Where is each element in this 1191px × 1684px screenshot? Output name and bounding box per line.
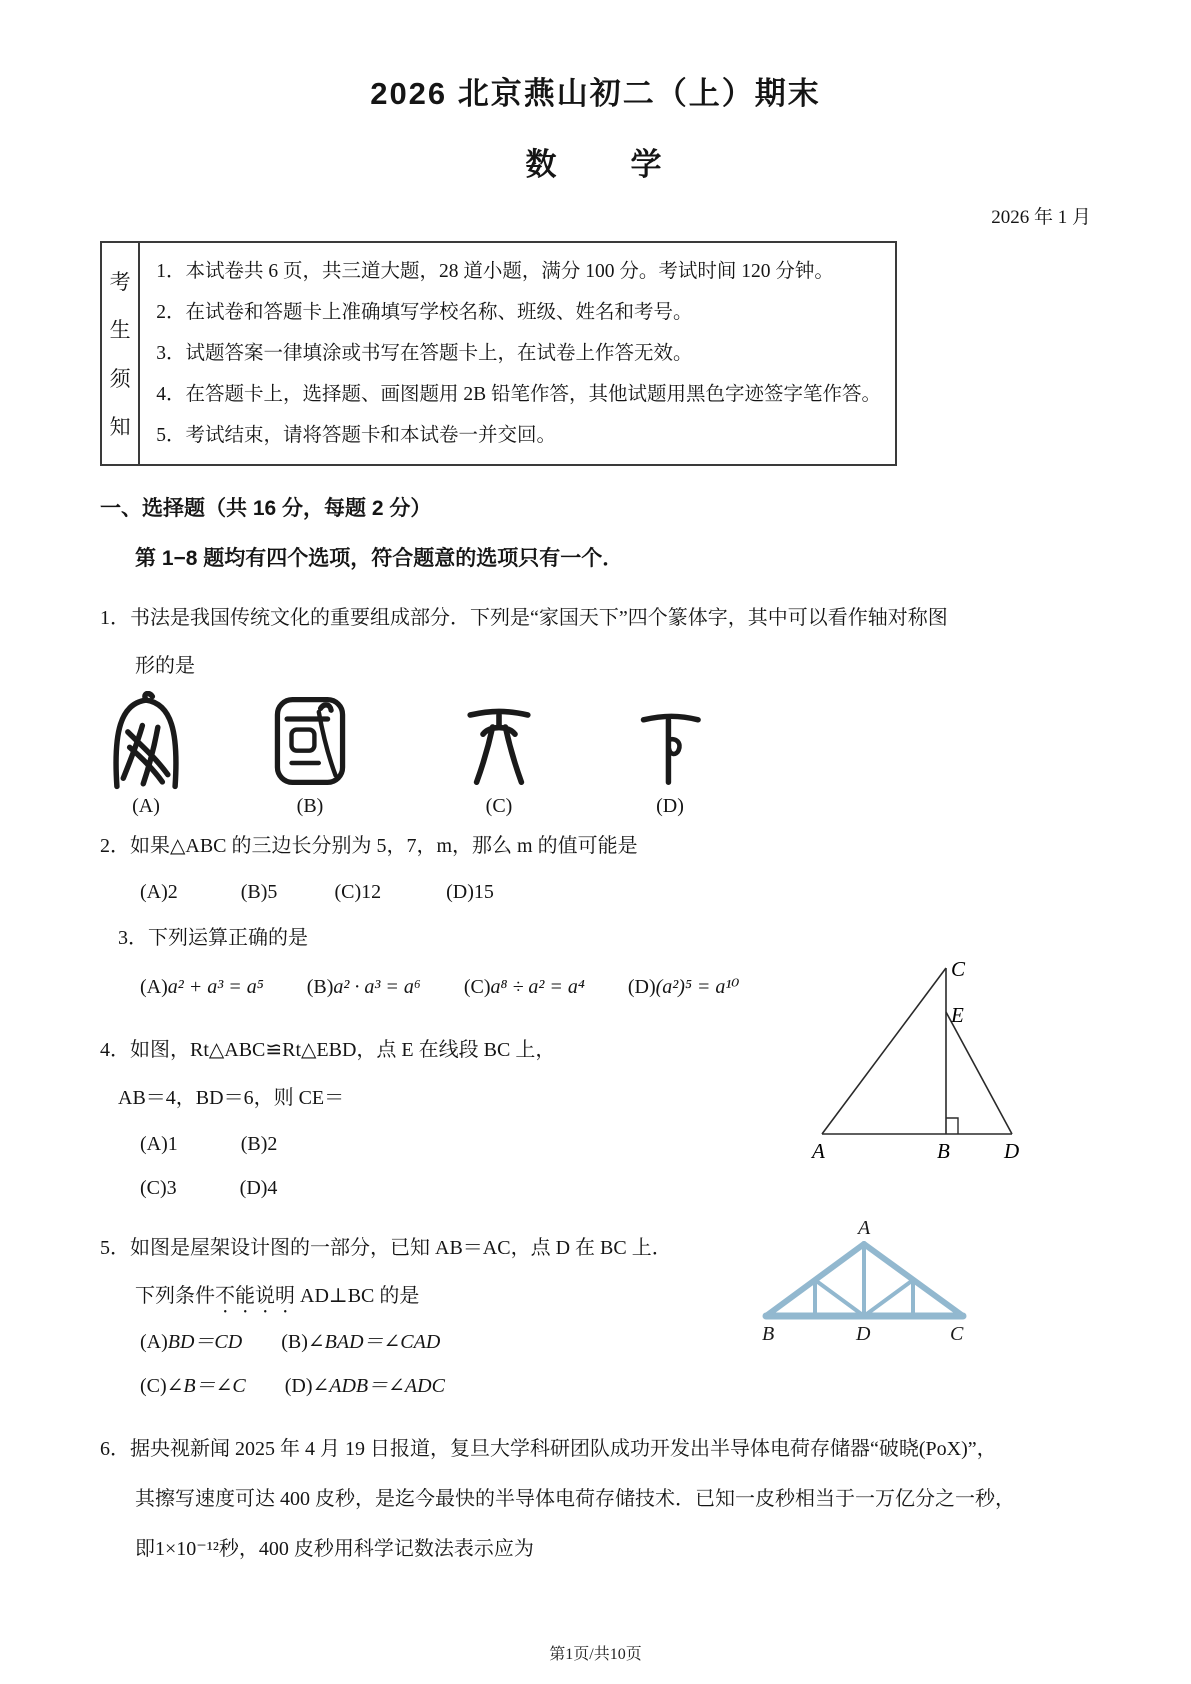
truss-label-b: B [762,1323,775,1345]
question-4-options-row2 [100,1166,1091,1210]
question-4-text-line1: 4．如图，Rt△ABC≌Rt△EBD，点 E 在线段 BC 上， [100,1039,556,1061]
notice-body [140,243,895,464]
q3-option-b-math: a² · a³ = a⁶ [333,976,421,998]
q5-option-c-math: ∠B＝∠C [166,1375,246,1397]
q3-option-a [140,962,264,1012]
question-2 [100,822,1091,914]
exam-date: 2026 年 1 月 [991,207,1091,228]
notice-item: 2．在试卷和答题卡上准确填写学校名称、班级、姓名和考号。 [156,302,693,323]
option-label-b: (B) [296,795,324,817]
question-6-text-line1: 6．据央视新闻 2025 年 4 月 19 日报道，复旦大学科研团队成功开发出半导体电荷存储器“破晓(PoX)”， [100,1438,997,1460]
notice-item: 3．试题答案一律填涂或书写在答题卡上，在试卷上作答无效。 [156,343,693,364]
page-title: 2026 北京燕山初二（上）期末 [370,76,821,111]
q5-option-c [140,1364,246,1408]
notice-item: 4．在答题卡上，选择题、画图题用 2B 铅笔作答，其他试题用黑色字迹签字笔作答。 [156,384,881,405]
q3-option-d-label: (D) [627,976,656,998]
question-5-text-line1: 5．如图是屋架设计图的一部分，已知 AB＝AC，点 D 在 BC 上． [100,1237,672,1259]
notice-item: 5．考试结束，请将答题卡和本试卷一并交回。 [156,425,556,446]
q5-option-d-math: ∠ADB＝∠ADC [312,1375,445,1397]
seal-glyph-xia-icon [631,697,709,791]
option-label-c: (C) [485,795,513,817]
q5-option-b [281,1320,440,1364]
q5-option-c-label: (C) [140,1375,167,1397]
question-1-text-line1: 1．书法是我国传统文化的重要组成部分．下列是“家国天下”四个篆体字，其中可以看作轴对称图 [100,607,948,629]
notice-side-char: 考 [109,270,131,295]
question-4-text-line2: AB＝4，BD＝6，则 CE＝ [118,1087,345,1109]
notice-side-char: 知 [109,414,131,439]
q4-option-c: (C)3 [140,1177,177,1199]
question-5 [100,1217,1091,1408]
seal-script-choices [100,700,1091,818]
seal-choice-b [266,691,354,818]
q5-line2-prefix: 下列条件 [135,1285,215,1307]
vertex-label-c: C [951,957,966,981]
q2-option-b: (B)5 [240,881,278,903]
notice-side-char: 生 [109,318,131,343]
q3-option-c [464,962,585,1012]
question-3-text: 3．下列运算正确的是 [118,927,308,949]
notice-item: 1．本试卷共 6 页，共三道大题，28 道小题，满分 100 分。考试时间 120 分钟。 [156,261,834,282]
seal-glyph-jia-icon [100,691,192,791]
q3-option-a-math: a² + a³ = a⁵ [167,976,264,998]
seal-glyph-guo-icon [266,691,354,791]
vertex-label-b: B [937,1139,950,1163]
right-triangle-figure [804,954,1029,1169]
section-heading: 一、选择题（共 16 分，每题 2 分） [100,497,432,520]
q3-option-d [628,962,740,1012]
roof-truss-figure [758,1216,973,1346]
question-2-options [100,870,1091,914]
section-note: 第 1−8 题均有四个选项，符合题意的选项只有一个． [135,547,624,570]
option-label-a: (A) [132,795,160,817]
q2-option-d: (D)15 [446,881,494,903]
notice-box [100,241,897,466]
q5-line2-emphasis: 不能说明 [215,1285,295,1307]
question-5-options-row2 [100,1364,1091,1408]
page-footer: 第1页/共10页 [549,1646,642,1663]
vertex-label-e: E [951,1003,964,1027]
seal-glyph-tian-icon [459,695,539,791]
q3-option-c-label: (C) [463,976,491,998]
notice-side-char: 须 [109,366,131,391]
q5-line2-suffix: AD⊥BC 的是 [295,1285,420,1307]
q5-option-d [285,1364,445,1408]
q4-option-b: (B)2 [240,1133,278,1155]
q5-option-a-label: (A) [140,1331,168,1353]
q5-option-b-math: ∠BAD＝∠CAD [307,1331,441,1353]
truss-label-c: C [950,1323,964,1345]
q3-option-b [307,962,421,1012]
option-label-d: (D) [656,795,684,817]
seal-choice-a [100,691,192,818]
truss-label-d: D [856,1323,871,1345]
question-6 [100,1424,1091,1574]
question-1-text-line2: 形的是 [135,655,195,677]
q4-option-d: (D)4 [239,1177,278,1199]
vertex-label-d: D [1004,1139,1020,1163]
vertex-label-a: A [812,1139,825,1163]
question-1 [100,594,1091,818]
question-6-text-line3: 即1×10⁻¹²秒，400 皮秒用科学记数法表示应为 [135,1538,534,1560]
q5-option-a [140,1320,242,1364]
q4-option-a: (A)1 [140,1133,178,1155]
q3-option-c-math: a⁸ ÷ a² = a⁴ [490,976,585,998]
q3-option-d-math: (a²)⁵ = a¹⁰ [655,976,740,998]
q5-option-a-math: BD＝CD [167,1331,243,1353]
subject-title: 数 学 [525,147,666,182]
question-2-text: 2．如果△ABC 的三边长分别为 5，7，m，那么 m 的值可能是 [100,835,638,857]
q2-option-c: (C)12 [334,881,382,903]
right-angle-mark [946,1118,958,1134]
seal-choice-d [631,697,709,818]
seal-choice-c [459,695,539,818]
truss-label-a: A [858,1217,871,1239]
q2-option-a: (A)2 [140,881,178,903]
question-6-text-line2: 其擦写速度可达 400 皮秒，是迄今最快的半导体电荷存储技术．已知一皮秒相当于一万亿分之一秒， [135,1488,1015,1510]
q5-option-d-label: (D) [284,1375,313,1397]
q3-option-b-label: (B) [306,976,334,998]
q3-option-a-label: (A) [140,976,168,998]
q5-option-b-label: (B) [281,1331,308,1353]
notice-side-label [102,243,140,464]
